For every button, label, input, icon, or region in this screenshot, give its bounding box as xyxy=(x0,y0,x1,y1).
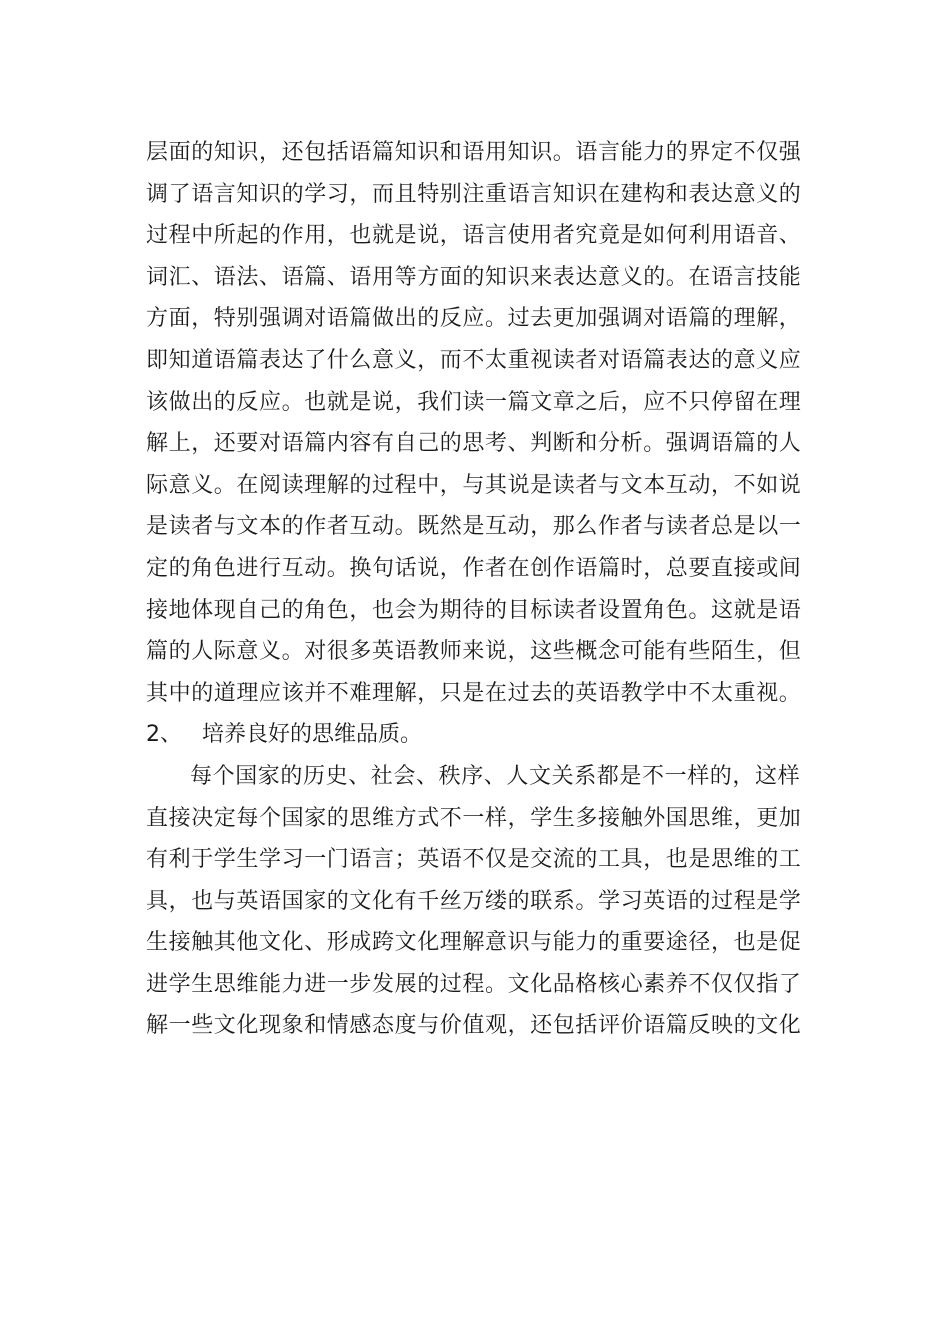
text-line: 其中的道理应该并不难理解，只是在过去的英语教学中不太重视。 xyxy=(146,680,802,706)
text-line: 解上，还要对语篇内容有自己的思考、判断和分析。强调语篇的人 xyxy=(146,431,802,457)
text-line: 每个国家的历史、社会、秩序、人文关系都是不一样的，这样 xyxy=(190,763,801,789)
heading-text: 培养良好的思维品质。 xyxy=(202,722,423,748)
text-line: 是读者与文本的作者互动。既然是互动，那么作者与读者总是以一 xyxy=(146,514,802,540)
heading-number: 2、 xyxy=(146,722,182,748)
paragraph-2 xyxy=(146,756,810,1047)
text-line: 具，也与英语国家的文化有千丝万缕的联系。学习英语的过程是学 xyxy=(146,888,802,914)
section-heading xyxy=(146,714,810,756)
text-line: 生接触其他文化、形成跨文化理解意识与能力的重要途径，也是促 xyxy=(146,930,802,956)
text-line: 词汇、语法、语篇、语用等方面的知识来表达意义的。在语言技能 xyxy=(146,264,802,290)
text-line: 解一些文化现象和情感态度与价值观，还包括评价语篇反映的文化 xyxy=(146,1013,802,1039)
text-line: 调了语言知识的学习，而且特别注重语言知识在建构和表达意义的 xyxy=(146,181,802,207)
text-line: 该做出的反应。也就是说，我们读一篇文章之后，应不只停留在理 xyxy=(146,389,802,415)
text-line: 方面，特别强调对语篇做出的反应。过去更加强调对语篇的理解， xyxy=(146,306,802,332)
text-line: 有利于学生学习一门语言；英语不仅是交流的工具，也是思维的工 xyxy=(146,847,802,873)
text-line: 篇的人际意义。对很多英语教师来说，这些概念可能有些陌生，但 xyxy=(146,639,802,665)
document-body xyxy=(146,132,810,1047)
text-line: 层面的知识，还包括语篇知识和语用知识。语言能力的界定不仅强 xyxy=(146,140,802,165)
paragraph-1 xyxy=(146,132,810,714)
text-line: 即知道语篇表达了什么意义，而不太重视读者对语篇表达的意义应 xyxy=(146,347,802,373)
text-line: 际意义。在阅读理解的过程中，与其说是读者与文本互动，不如说 xyxy=(146,472,802,498)
text-line: 接地体现自己的角色，也会为期待的目标读者设置角色。这就是语 xyxy=(146,597,802,623)
text-line: 直接决定每个国家的思维方式不一样，学生多接触外国思维，更加 xyxy=(146,805,802,831)
text-line: 进学生思维能力进一步发展的过程。文化品格核心素养不仅仅指了 xyxy=(146,971,802,997)
text-line: 定的角色进行互动。换句话说，作者在创作语篇时，总要直接或间 xyxy=(146,555,802,581)
text-line: 过程中所起的作用，也就是说，语言使用者究竟是如何利用语音、 xyxy=(146,223,802,249)
